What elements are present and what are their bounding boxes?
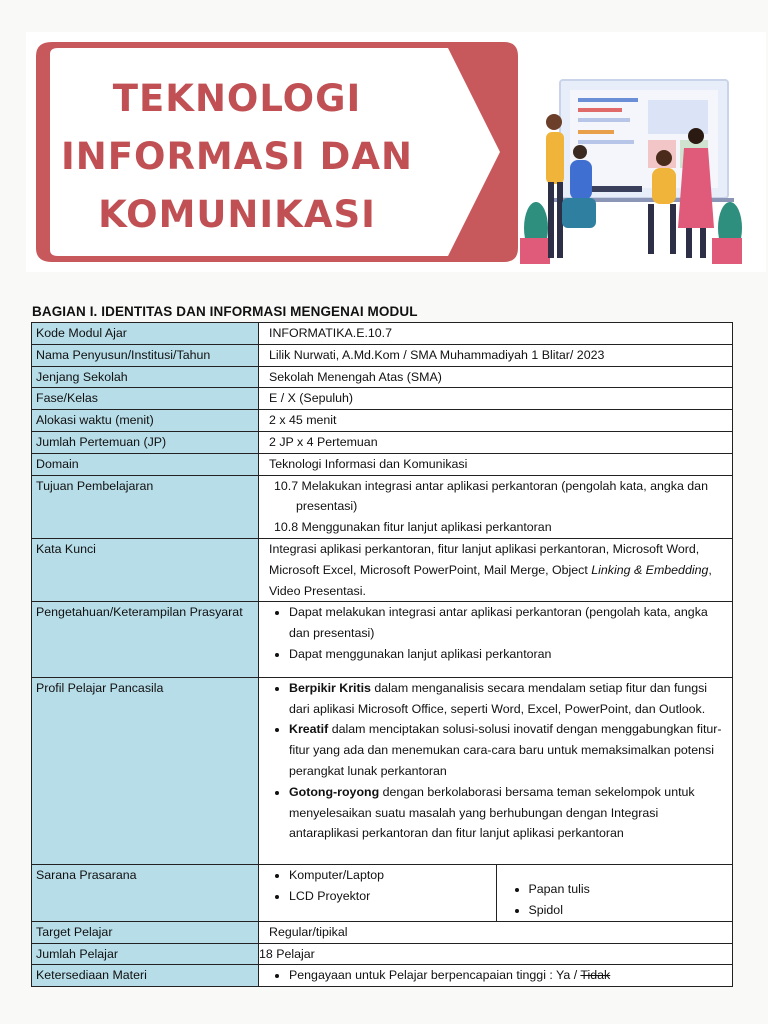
- profile-item-text: dalam menciptakan solusi-solusi inovatif dengan menggabungkan fitur-fitur yang ada dan menemukan cara-cara baru untuk memaksimalkan potensi perangkat lunak perkantoran: [289, 722, 722, 778]
- tujuan-item-1: 10.7 Melakukan integrasi antar aplikasi perkantoran (pengolah kata, angka dan: [274, 478, 708, 493]
- profile-item-title: Berpikir Kritis: [289, 680, 371, 695]
- table-row-target: [32, 921, 733, 943]
- tujuan-item-2: 10.8 Menggunakan fitur lanjut aplikasi perkantoran: [274, 520, 552, 535]
- profile-list: [263, 678, 728, 844]
- table-row-jenjang: [32, 366, 733, 388]
- table-row-penyusun: [32, 344, 733, 366]
- row-label: Sarana Prasarana: [32, 865, 259, 922]
- list-item: • Dapat menggunakan lanjut aplikasi perkantoran: [289, 644, 728, 665]
- row-label: Fase/Kelas: [32, 388, 259, 410]
- list-item: • Dapat melakukan integrasi antar aplikasi perkantoran (pengolah kata, angka dan presentasi): [289, 602, 728, 644]
- row-label: Nama Penyusun/Institusi/Tahun: [32, 344, 259, 366]
- row-value: Regular/tipikal: [259, 921, 733, 943]
- table-row-kata-kunci: [32, 538, 733, 601]
- list-item: • Papan tulis: [529, 879, 733, 900]
- keywords-text: Integrasi aplikasi perkantoran, fitur lanjut aplikasi perkantoran, Microsoft Word, Microsoft Excel, Microsoft PowerPoint, Mail Merge, Object: [269, 541, 700, 577]
- banner-title: [52, 70, 422, 244]
- table-row-alokasi: [32, 410, 733, 432]
- row-label: Domain: [32, 453, 259, 475]
- table-row-ketersediaan: [32, 965, 733, 987]
- list-item: • Spidol: [529, 900, 733, 921]
- row-label: Jumlah Pelajar: [32, 943, 259, 965]
- row-value: E / X (Sepuluh): [259, 388, 733, 410]
- row-label: Alokasi waktu (menit): [32, 410, 259, 432]
- facilities-left-list: [259, 865, 496, 907]
- list-item: • Komputer/Laptop: [289, 865, 496, 886]
- table-row-domain: [32, 453, 733, 475]
- row-value: [259, 865, 733, 922]
- profile-item-title: Gotong-royong: [289, 784, 380, 799]
- row-value: 2 JP x 4 Pertemuan: [259, 431, 733, 453]
- profile-item-title: Kreatif: [289, 722, 329, 737]
- keywords-text-end: , Video Presentasi.: [269, 562, 712, 598]
- availability-text: Pengayaan untuk Pelajar berpencapaian tinggi : Ya /: [289, 968, 581, 983]
- availability-struck-option: Tidak: [580, 968, 611, 983]
- team-meeting-illustration: [518, 78, 744, 266]
- facilities-right: [496, 865, 732, 921]
- table-row-sarana: [32, 865, 733, 922]
- row-value: [259, 538, 733, 601]
- banner-title-line-3: KOMUNIKASI: [98, 193, 376, 236]
- facilities-right-list: [497, 879, 733, 921]
- table-row-kode: [32, 323, 733, 345]
- tujuan-item-1-continued: presentasi): [296, 499, 358, 514]
- row-value: Teknologi Informasi dan Komunikasi: [259, 453, 733, 475]
- profile-item-text: dengan berkolaborasi bersama teman sekelompok untuk menyelesaikan suatu masalah yang berhubungan dengan Integrasi antaraplikasi perkantoran dan fitur lanjut aplikasi perkantoran: [289, 784, 695, 841]
- row-label: Jenjang Sekolah: [32, 366, 259, 388]
- row-label: Tujuan Pembelajaran: [32, 475, 259, 538]
- row-label: Target Pelajar: [32, 921, 259, 943]
- profile-item-text: dalam menganalisis secara mendalam setiap fitur dan fungsi dari aplikasi Microsoft Office, seperti Word, Excel, PowerPoint, dan Outlook.: [289, 680, 708, 716]
- banner-title-line-1: TEKNOLOGI: [112, 77, 362, 120]
- module-identity-table: [31, 322, 733, 987]
- row-label: Jumlah Pertemuan (JP): [32, 431, 259, 453]
- keywords-italic: Linking & Embedding: [591, 562, 709, 577]
- row-label: Kode Modul Ajar: [32, 323, 259, 345]
- section-heading: BAGIAN I. IDENTITAS DAN INFORMASI MENGENAI MODUL: [32, 304, 418, 319]
- table-row-pertemuan: [32, 431, 733, 453]
- row-value: [259, 602, 733, 677]
- row-value: [259, 475, 733, 538]
- row-value: Sekolah Menengah Atas (SMA): [259, 366, 733, 388]
- table-row-tujuan: [32, 475, 733, 538]
- row-value: Lilik Nurwati, A.Md.Kom / SMA Muhammadiyah 1 Blitar/ 2023: [259, 344, 733, 366]
- table-row-prasyarat: [32, 602, 733, 677]
- row-label: Kata Kunci: [32, 538, 259, 601]
- row-value: [259, 677, 733, 864]
- facilities-left: [259, 865, 496, 921]
- table-row-jumlah: [32, 943, 733, 965]
- row-value: INFORMATIKA.E.10.7: [259, 323, 733, 345]
- list-item: • LCD Proyektor: [289, 886, 496, 907]
- row-label: Profil Pelajar Pancasila: [32, 677, 259, 864]
- facilities-split: [259, 865, 732, 921]
- row-value: 18 Pelajar: [259, 943, 733, 965]
- table-row-profil: [32, 677, 733, 864]
- prerequisite-list: [263, 602, 728, 664]
- row-value: 2 x 45 menit: [259, 410, 733, 432]
- list-item: [289, 965, 728, 986]
- table-row-fase: [32, 388, 733, 410]
- row-value: [259, 965, 733, 987]
- row-label: Pengetahuan/Keterampilan Prasyarat: [32, 602, 259, 677]
- list-item: [289, 678, 728, 720]
- availability-list: [263, 965, 728, 986]
- list-item: [289, 782, 728, 844]
- row-label: Ketersediaan Materi: [32, 965, 259, 987]
- banner-title-line-2: INFORMASI DAN: [60, 135, 414, 178]
- list-item: [289, 719, 728, 781]
